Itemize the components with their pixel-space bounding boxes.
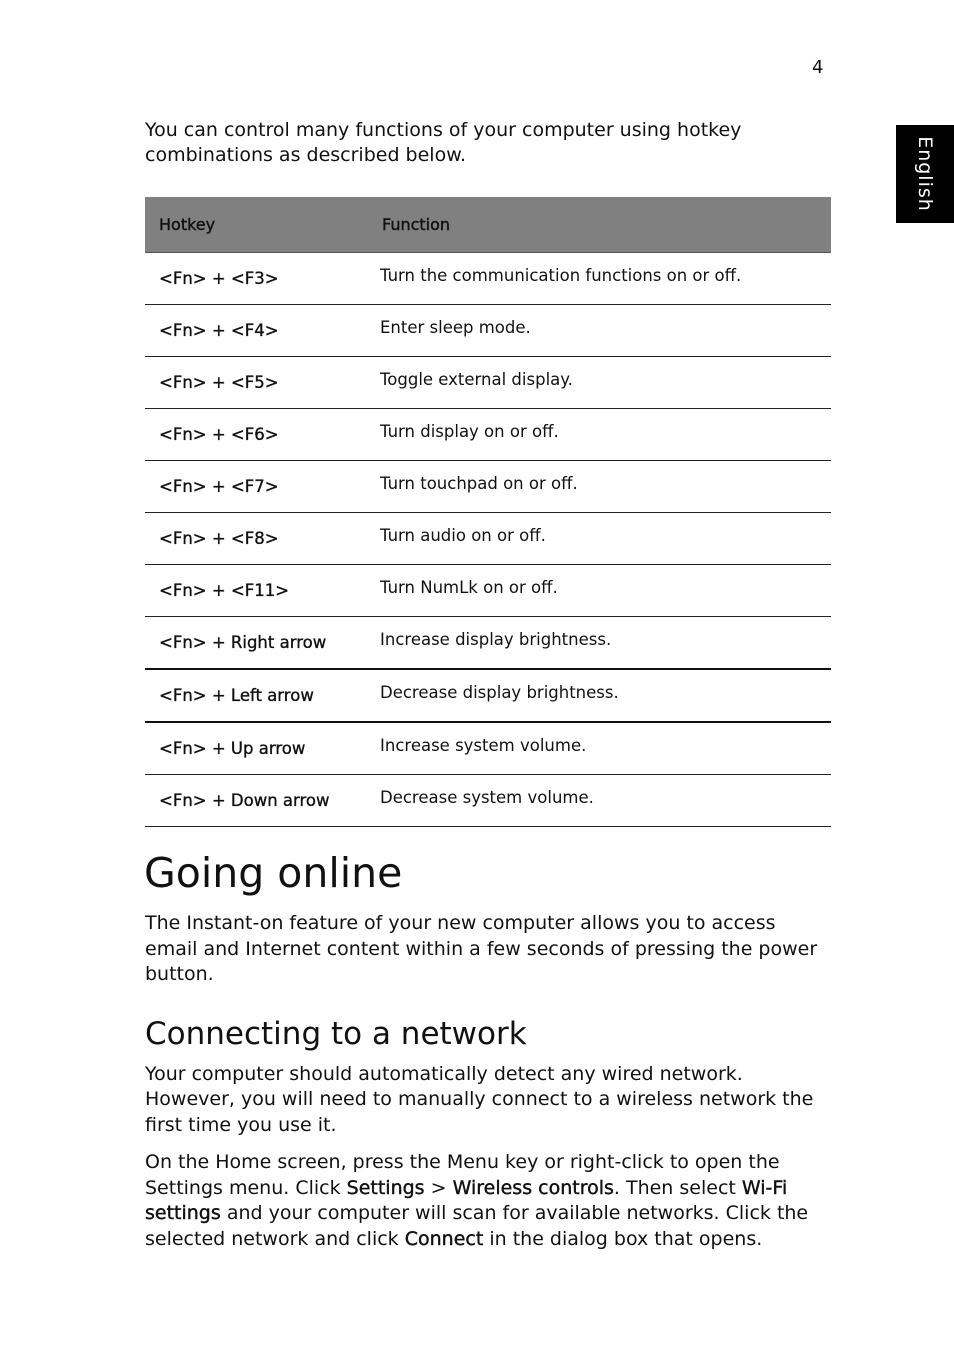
language-tab <box>896 125 954 223</box>
settings-term: Settings <box>346 1176 425 1199</box>
function-cell: Increase system volume. <box>368 722 831 775</box>
hotkey-cell: <Fn> + <F3> <box>145 253 368 305</box>
header-hotkey: Hotkey <box>145 197 368 253</box>
hotkey-table <box>145 197 831 827</box>
paragraph-text: . Then select <box>613 1176 742 1199</box>
hotkey-cell: <Fn> + <F11> <box>145 565 368 617</box>
function-cell: Turn display on or off. <box>368 409 831 461</box>
function-cell: Enter sleep mode. <box>368 305 831 357</box>
table-row <box>145 253 831 305</box>
connecting-heading: Connecting to a network <box>145 1015 527 1052</box>
function-cell: Turn the communication functions on or off. <box>368 253 831 305</box>
table-row <box>145 513 831 565</box>
paragraph-text: > <box>424 1176 453 1199</box>
function-cell: Turn audio on or off. <box>368 513 831 565</box>
paragraph-text: and your computer will scan for available networks. Click the selected network and click <box>145 1202 809 1250</box>
function-cell: Increase display brightness. <box>368 617 831 670</box>
function-cell: Turn NumLk on or off. <box>368 565 831 617</box>
wireless-controls-term: Wireless controls <box>452 1176 614 1199</box>
table-row <box>145 669 831 722</box>
function-cell: Turn touchpad on or off. <box>368 461 831 513</box>
table-row <box>145 565 831 617</box>
hotkey-cell: <Fn> + Left arrow <box>145 669 368 722</box>
header-function: Function <box>368 197 831 253</box>
intro-text: You can control many functions of your computer using hotkey combinations as described below. <box>145 119 742 166</box>
connecting-paragraph-2 <box>145 1150 831 1252</box>
hotkey-cell: <Fn> + Up arrow <box>145 722 368 775</box>
hotkey-table-header <box>145 197 831 253</box>
hotkey-cell: <Fn> + <F7> <box>145 461 368 513</box>
hotkey-cell: <Fn> + <F6> <box>145 409 368 461</box>
table-row <box>145 357 831 409</box>
page-number: 4 <box>812 57 824 78</box>
table-row <box>145 775 831 827</box>
paragraph-text: in the dialog box that opens. <box>483 1227 763 1250</box>
paragraph-text: On the Home screen, press the Menu key or right-click to open the Settings menu. Click <box>145 1151 780 1199</box>
going-online-heading: Going online <box>144 849 403 897</box>
hotkey-cell: <Fn> + <F4> <box>145 305 368 357</box>
page-content <box>145 118 831 1264</box>
table-row <box>145 409 831 461</box>
table-row <box>145 617 831 670</box>
connecting-paragraph-1: Your computer should automatically detect any wired network. However, you will need to manually connect to a wireless network the first time you use it. <box>145 1062 814 1136</box>
function-cell: Decrease system volume. <box>368 775 831 827</box>
going-online-paragraph: The Instant-on feature of your new computer allows you to access email and Internet content within a few seconds of pressing the power button. <box>145 912 818 985</box>
language-tab-label: English <box>914 136 937 212</box>
table-row <box>145 305 831 357</box>
hotkey-cell: <Fn> + <F5> <box>145 357 368 409</box>
hotkey-cell: <Fn> + <F8> <box>145 513 368 565</box>
table-row <box>145 461 831 513</box>
connect-term: Connect <box>404 1227 484 1250</box>
hotkey-cell: <Fn> + Down arrow <box>145 775 368 827</box>
hotkey-cell: <Fn> + Right arrow <box>145 617 368 670</box>
function-cell: Decrease display brightness. <box>368 669 831 722</box>
function-cell: Toggle external display. <box>368 357 831 409</box>
table-row <box>145 722 831 775</box>
wifi-settings-term: Wi-Fi settings <box>145 1176 788 1224</box>
